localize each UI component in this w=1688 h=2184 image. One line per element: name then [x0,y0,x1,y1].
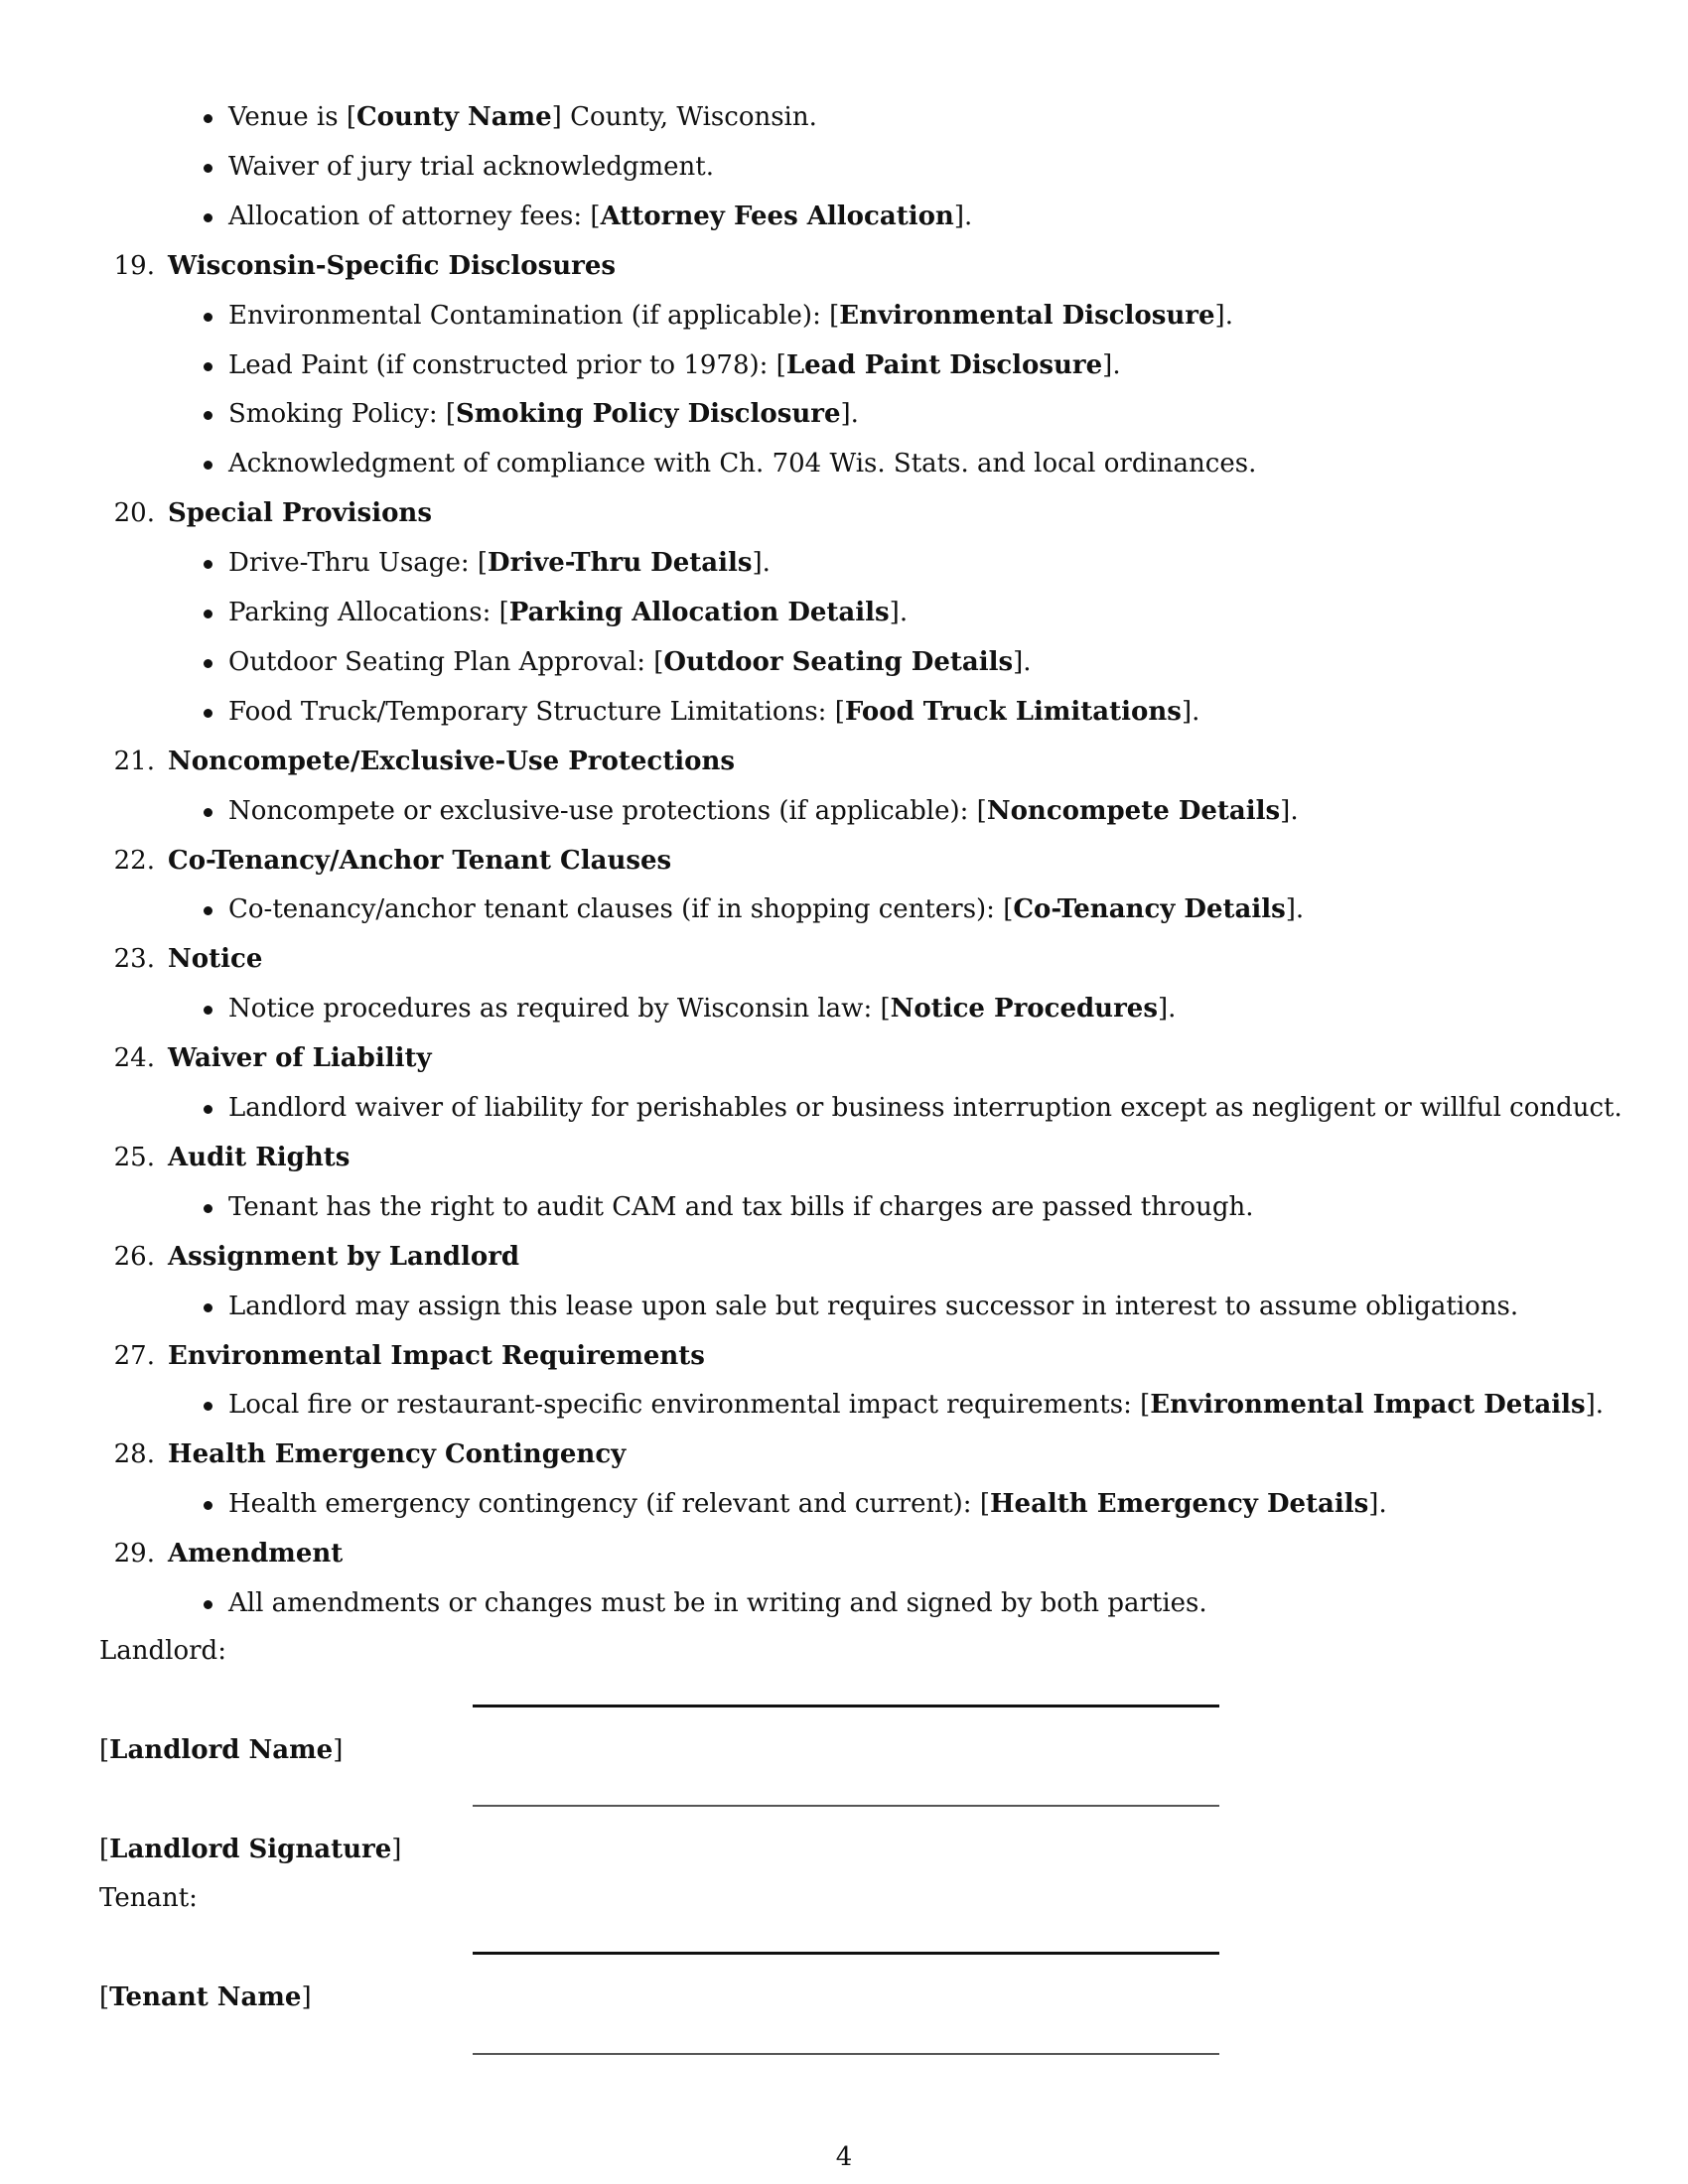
placeholder-field: Attorney Fees Allocation [600,201,954,231]
list-item [228,994,1176,1024]
placeholder-field: Food Truck Limitations [844,696,1182,727]
list-item-text: Health emergency contingency (if relevant and current): [ [228,1489,990,1520]
list-item [228,102,817,132]
list-item [228,449,1256,478]
placeholder-field: Parking Allocation Details [508,598,890,627]
list-item-text: ]. [1102,349,1121,380]
list-item [228,1588,1207,1618]
list-item-text: ]. [889,598,909,627]
list-item-text: ]. [953,201,973,231]
section-number: 23. [113,944,155,975]
bullet-icon [204,1501,212,1510]
section-heading: Assignment by Landlord [168,1241,520,1272]
list-item-text: Acknowledgment of compliance with Ch. 704 Wis. Stats. and local ordinances. [228,449,1257,479]
list-item-text: ]. [1280,795,1299,826]
list-item-text: ]. [752,548,771,579]
section-heading: Special Provisions [168,498,432,529]
section-number: 25. [113,1142,155,1172]
section-heading: Health Emergency Contingency [168,1439,627,1470]
placeholder-field: Co-Tenancy Details [1013,894,1286,925]
list-item-text: ]. [1285,894,1305,925]
list-item-text: Drive-Thru Usage: [ [228,548,489,579]
bullet-icon [204,1600,212,1609]
landlord-signature-field: Landlord Signature [109,1835,392,1864]
section-heading: Amendment [168,1539,344,1570]
bullet-icon [204,1303,212,1312]
list-item-text: All amendments or changes must be in writing and signed by both parties. [228,1588,1207,1618]
section-heading: Wisconsin-Specific Disclosures [168,250,617,281]
list-item [228,647,1032,677]
bullet-icon [204,610,212,618]
section-number: 27. [113,1340,155,1371]
bullet-icon [204,1105,212,1114]
landlord-signature-line [473,1805,1219,1807]
bullet-icon [204,906,212,915]
tenant-name-field: Tenant Name [109,1982,302,2012]
bullet-icon [204,1402,212,1411]
landlord-signature: [Landlord Signature] [99,1835,402,1864]
landlord-name: [Landlord Name] [99,1735,344,1765]
section-number: 29. [113,1539,155,1570]
tenant-label: Tenant: [99,1883,198,1913]
list-item-text: ]. [1181,696,1200,727]
bullet-icon [204,164,212,173]
list-item [228,796,1299,826]
landlord-label: Landlord: [99,1636,226,1666]
section-number: 28. [113,1439,155,1470]
placeholder-field: Notice Procedures [890,994,1158,1024]
list-item [228,301,1233,331]
placeholder-field: Lead Paint Disclosure [785,349,1103,380]
list-item-text: Environmental Contamination (if applicable): [ [228,300,840,331]
list-item-text: Outdoor Seating Plan Approval: [ [228,646,664,677]
placeholder-field: Environmental Impact Details [1150,1390,1586,1421]
bullet-icon [204,659,212,668]
bullet-icon [204,213,212,222]
list-item-text: Landlord may assign this lease upon sale but requires successor in interest to assume obligations. [228,1291,1519,1321]
section-heading: Noncompete/Exclusive-Use Protections [168,746,735,776]
list-item-text: Noncompete or exclusive-use protections (if applicable): [ [228,795,987,826]
section-heading: Environmental Impact Requirements [168,1340,705,1371]
list-item [228,1292,1518,1321]
list-item [228,1390,1604,1420]
list-item-text: ]. [1013,646,1032,677]
bullet-icon [204,808,212,817]
section-number: 20. [113,498,155,529]
section-heading: Waiver of Liability [168,1043,432,1074]
list-item-text: Food Truck/Temporary Structure Limitations: [ [228,696,845,727]
list-item-text: ]. [1368,1489,1387,1520]
list-item [228,152,714,182]
list-item-text: ]. [1157,994,1177,1024]
list-item-text: ] County, Wisconsin. [551,102,817,132]
bullet-icon [204,1006,212,1015]
list-item-text: Co-tenancy/anchor tenant clauses (if in shopping centers): [ [228,894,1014,925]
placeholder-field: Environmental Disclosure [839,300,1215,331]
list-item-text: ]. [840,399,859,430]
bullet-icon [204,362,212,371]
list-item-text: Local fire or restaurant-specific environmental impact requirements: [ [228,1390,1151,1421]
bullet-icon [204,560,212,569]
list-item-text: Parking Allocations: [ [228,598,509,627]
bullet-icon [204,411,212,420]
list-item-text: ]. [1585,1390,1605,1421]
list-item [228,350,1121,380]
list-item-text: Notice procedures as required by Wisconsin law: [ [228,994,891,1024]
list-item [228,1489,1387,1519]
section-heading: Notice [168,944,263,975]
list-item [228,894,1304,924]
list-item [228,548,771,578]
bullet-icon [204,313,212,322]
list-item [228,697,1199,727]
section-heading: Audit Rights [168,1142,351,1172]
bullet-icon [204,1204,212,1213]
list-item-text: Smoking Policy: [ [228,399,456,430]
list-item [228,1192,1253,1222]
list-item-text: Tenant has the right to audit CAM and tax bills if charges are passed through. [228,1191,1254,1222]
placeholder-field: Outdoor Seating Details [663,646,1014,677]
section-number: 19. [113,250,155,281]
list-item-text: Waiver of jury trial acknowledgment. [228,151,715,182]
tenant-name-line [473,1952,1219,1955]
list-item-text: Allocation of attorney fees: [ [228,201,601,231]
landlord-name-line [473,1705,1219,1707]
section-number: 26. [113,1241,155,1272]
list-item [228,598,908,627]
tenant-signature-line [473,2053,1219,2055]
list-item [228,1093,1622,1123]
placeholder-field: Smoking Policy Disclosure [456,399,841,430]
bullet-icon [204,709,212,718]
list-item [228,399,859,429]
list-item-text: Landlord waiver of liability for perishables or business interruption except as negligent or willful conduct. [228,1093,1622,1123]
list-item-text: Venue is [ [228,102,356,132]
placeholder-field: County Name [355,102,552,132]
section-number: 22. [113,845,155,876]
tenant-name: [Tenant Name] [99,1982,312,2012]
list-item [228,202,972,231]
bullet-icon [204,461,212,470]
landlord-name-field: Landlord Name [109,1735,334,1765]
section-number: 21. [113,746,155,776]
bullet-icon [204,114,212,123]
page-number: 4 [835,2142,853,2172]
placeholder-field: Health Emergency Details [989,1489,1369,1520]
placeholder-field: Noncompete Details [986,795,1281,826]
section-heading: Co-Tenancy/Anchor Tenant Clauses [168,845,672,876]
section-number: 24. [113,1043,155,1074]
list-item-text: Lead Paint (if constructed prior to 1978): [ [228,349,786,380]
placeholder-field: Drive-Thru Details [488,548,753,579]
list-item-text: ]. [1214,300,1233,331]
